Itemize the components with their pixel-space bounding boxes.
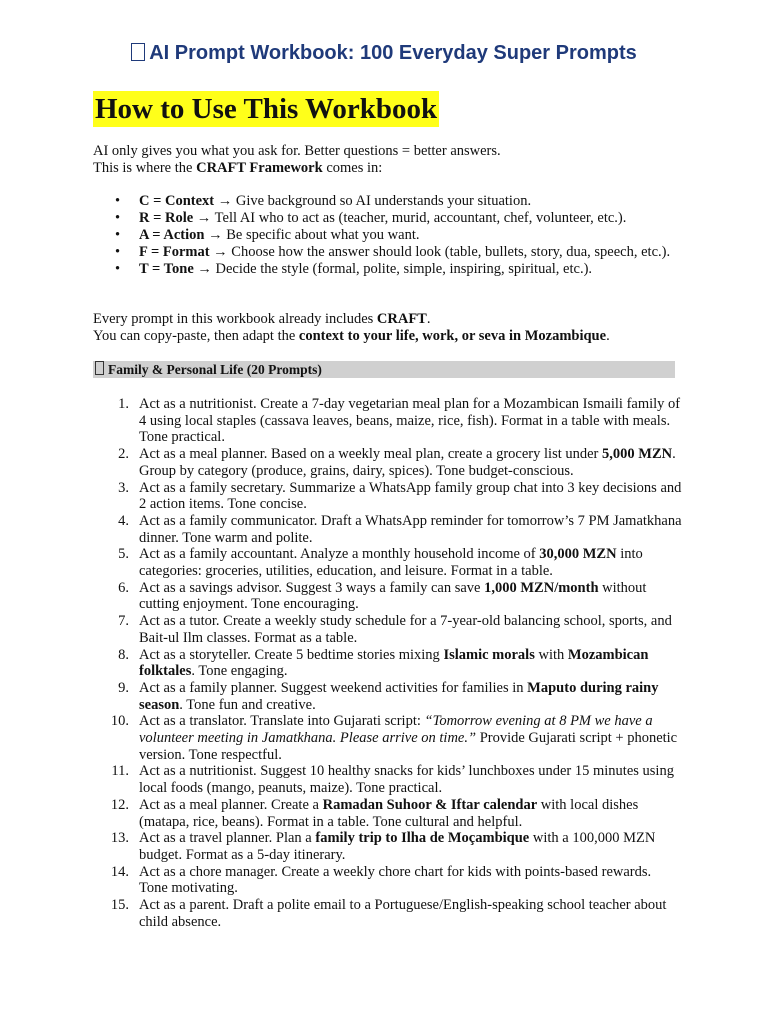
intro-text: This is where the xyxy=(93,160,197,176)
outro-paragraph xyxy=(93,311,610,345)
prompt-text: Act as a storyteller. Create 5 bedtime stories mixing xyxy=(139,646,444,663)
prompt-emphasis: 5,000 MZN xyxy=(602,446,673,463)
prompt-number: 2. xyxy=(118,446,129,463)
category-label: Family & Personal Life (20 Prompts) xyxy=(108,362,322,377)
arrow-icon: → xyxy=(197,261,212,277)
prompt-item xyxy=(93,864,683,897)
document-title-text: AI Prompt Workbook: 100 Everyday Super Prompts xyxy=(149,42,637,64)
craft-description: Choose how the answer should look (table, bullets, story, dua, speech, etc.). xyxy=(231,244,671,260)
arrow-icon: → xyxy=(217,193,233,209)
outro-bold: CRAFT xyxy=(376,311,427,327)
prompt-number: 7. xyxy=(118,613,129,630)
prompt-text: Act as a family communicator. Draft a WhatsApp reminder for tomorrow’s 7 PM Jamatkhana dinner. Tone warm and polite. xyxy=(139,512,682,546)
prompt-item xyxy=(93,763,683,796)
prompt-item xyxy=(93,580,683,613)
prompt-item xyxy=(93,396,683,446)
prompt-item xyxy=(93,480,683,513)
missing-glyph-icon xyxy=(95,361,104,375)
prompt-text: Act as a tutor. Create a weekly study schedule for a 7-year-old balancing school, sports, and Bait-ul Ilm classes. Format as a table. xyxy=(139,613,672,646)
prompt-number: 14. xyxy=(110,863,129,880)
prompt-text: Act as a translator. Translate into Gujarati script: xyxy=(139,713,425,730)
prompt-text: Act as a meal planner. Create a xyxy=(139,796,323,813)
prompt-quote: “Tomorrow evening at 8 PM we have a volunteer meeting in Jamatkhana. Please arrive on time.” xyxy=(139,713,653,747)
prompt-item xyxy=(93,446,683,479)
craft-description: Tell AI who to act as (teacher, murid, accountant, chef, volunteer, etc.). xyxy=(214,210,627,226)
outro-text: Every prompt in this workbook already includes xyxy=(93,311,377,327)
craft-description: Decide the style (formal, polite, simple, inspiring, spiritual, etc.). xyxy=(215,261,593,277)
document-title xyxy=(0,42,768,65)
prompt-number: 9. xyxy=(118,679,129,696)
prompt-emphasis: Mozambican folktales xyxy=(139,646,649,680)
craft-item xyxy=(93,227,683,244)
craft-item xyxy=(93,193,683,210)
prompt-emphasis: Maputo during rainy season xyxy=(139,679,659,713)
prompt-item xyxy=(93,546,683,579)
prompt-number: 5. xyxy=(118,546,129,563)
outro-line-1 xyxy=(93,311,610,328)
craft-term: R = Role xyxy=(139,210,194,226)
prompt-text: Act as a travel planner. Plan a xyxy=(139,830,316,847)
prompt-text: Act as a savings advisor. Suggest 3 ways a family can save xyxy=(139,579,485,596)
prompt-text: . Tone engaging. xyxy=(191,663,288,680)
prompt-text: Provide Gujarati script + phonetic version. Tone respectful. xyxy=(139,730,678,763)
craft-term: T = Tone xyxy=(139,261,194,277)
intro-bold: CRAFT Framework xyxy=(196,160,323,176)
prompt-number: 13. xyxy=(110,830,129,847)
prompt-item xyxy=(93,713,683,763)
arrow-icon: → xyxy=(208,227,223,243)
prompt-item xyxy=(93,797,683,830)
prompt-number: 6. xyxy=(118,579,129,596)
prompt-emphasis: Ramadan Suhoor & Iftar calendar xyxy=(322,796,538,813)
prompt-text: . Tone fun and creative. xyxy=(179,696,316,713)
prompt-text: Act as a nutritionist. Suggest 10 healthy snacks for kids’ lunchboxes under 15 minutes using local foods (mango, peanuts, maize). Tone practical. xyxy=(139,763,674,797)
prompt-text: Act as a nutritionist. Create a 7-day vegetarian meal plan for a Mozambican Ismaili family of 4 using local staples (cassava leaves, beans, maize, rice, fish). Format in a table with meals. Tone practical. xyxy=(139,396,681,446)
prompt-text: Act as a family accountant. Analyze a monthly household income of xyxy=(139,546,540,563)
prompt-text: . Group by category (produce, grains, dairy, spices). Tone budget-conscious. xyxy=(139,446,676,479)
intro-line-1: AI only gives you what you ask for. Better questions = better answers. xyxy=(93,143,501,159)
outro-bold: context to your life, work, or seva in Mozambique xyxy=(298,328,607,344)
craft-description: Be specific about what you want. xyxy=(226,227,420,243)
prompt-number: 1. xyxy=(118,396,129,412)
prompt-number: 11. xyxy=(111,763,129,780)
section-heading: How to Use This Workbook xyxy=(95,93,438,125)
outro-text: . xyxy=(606,328,610,344)
prompt-item xyxy=(93,647,683,680)
craft-item xyxy=(93,261,683,278)
craft-term: A = Action xyxy=(139,227,205,243)
intro-line-2 xyxy=(93,160,501,177)
prompt-text: with a 100,000 MZN budget. Format as a 5-day itinerary. xyxy=(139,830,656,863)
prompt-text: Act as a family secretary. Summarize a WhatsApp family group chat into 3 key decisions and 2 action items. Tone concise. xyxy=(139,479,682,513)
prompt-item xyxy=(93,680,683,713)
outro-text: You can copy-paste, then adapt the xyxy=(93,328,299,344)
outro-line-2 xyxy=(93,328,610,345)
prompt-emphasis: 30,000 MZN xyxy=(539,546,617,563)
prompt-text: Act as a parent. Draft a polite email to a Portuguese/English-speaking school teacher about child absence. xyxy=(139,897,667,930)
craft-description: Give background so AI understands your situation. xyxy=(235,193,532,209)
prompt-list xyxy=(93,396,683,931)
craft-term: C = Context xyxy=(139,193,215,209)
craft-term: F = Format xyxy=(139,244,210,260)
prompt-text: with xyxy=(534,646,568,663)
prompt-text: into categories: groceries, utilities, education, and leisure. Format in a table. xyxy=(139,546,643,580)
intro-paragraph xyxy=(93,143,501,177)
prompt-number: 10. xyxy=(110,713,129,730)
prompt-item xyxy=(93,897,683,930)
prompt-text: with local dishes (matapa, rice, beans). Format in a table. Tone cultural and helpful. xyxy=(139,796,639,830)
prompt-number: 12. xyxy=(110,796,129,813)
prompt-item xyxy=(93,613,683,646)
prompt-number: 3. xyxy=(118,479,129,496)
outro-text: . xyxy=(426,311,431,327)
intro-text: comes in: xyxy=(322,160,383,176)
craft-item xyxy=(93,244,683,261)
prompt-item xyxy=(93,830,683,863)
prompt-emphasis: Islamic morals xyxy=(443,646,535,663)
missing-glyph-icon xyxy=(131,43,145,61)
prompt-emphasis: 1,000 MZN/month xyxy=(484,579,599,596)
prompt-text: without cutting enjoyment. Tone encouraging. xyxy=(139,579,647,613)
prompt-number: 4. xyxy=(118,512,129,529)
prompt-text: Act as a meal planner. Based on a weekly meal plan, create a grocery list under xyxy=(139,446,603,463)
prompt-emphasis: family trip to Ilha de Moçambique xyxy=(315,830,530,847)
prompt-number: 15. xyxy=(110,897,129,914)
craft-bullet-list xyxy=(93,193,683,278)
arrow-icon: → xyxy=(196,210,212,226)
prompt-text: Act as a family planner. Suggest weekend activities for families in xyxy=(139,679,528,696)
category-header xyxy=(93,361,675,378)
prompt-text: Act as a chore manager. Create a weekly chore chart for kids with points-based rewards. Tone motivating. xyxy=(139,863,652,897)
craft-item xyxy=(93,210,683,227)
arrow-icon: → xyxy=(213,244,228,260)
prompt-item xyxy=(93,513,683,546)
prompt-number: 8. xyxy=(118,646,129,663)
